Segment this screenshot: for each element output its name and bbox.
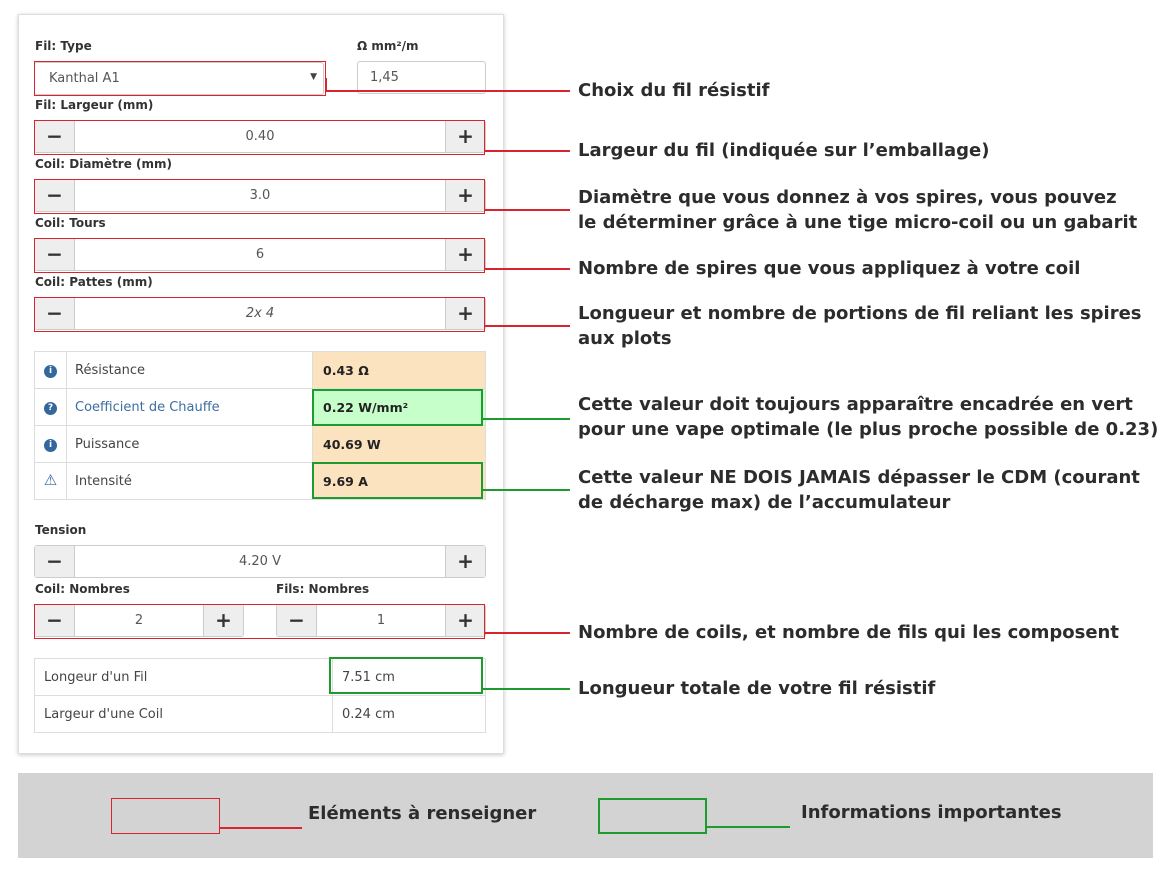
leader-line [325, 90, 570, 92]
legend-important-label: Informations importantes [801, 802, 1062, 823]
length-table [34, 658, 486, 733]
chevron-down-icon: ▼ [310, 72, 317, 82]
info-icon: i [44, 365, 57, 378]
coil-diameter-input[interactable]: 3.0 [249, 188, 271, 203]
leader-line [485, 632, 570, 634]
warning-icon: ⚠ [43, 471, 58, 489]
wire-count-decrement-button[interactable]: − [277, 605, 317, 636]
annotation-counts: Nombre de coils, et nombre de fils qui les composent [578, 622, 1119, 643]
coil-legs-increment-button[interactable]: + [445, 298, 485, 329]
wire-width-increment-button[interactable]: + [445, 121, 485, 152]
coil-legs-input[interactable]: 2x 4 [245, 306, 275, 321]
table-row [35, 696, 486, 733]
leader-line [485, 209, 570, 211]
leader-line [485, 268, 570, 270]
voltage-stepper [34, 545, 486, 578]
coil-legs-label: Coil: Pattes (mm) [35, 275, 153, 289]
wire-type-value: Kanthal A1 [49, 71, 120, 86]
annotation-diameter-line1: Diamètre que vous donnez à vos spires, vous pouvez [578, 187, 1117, 208]
coil-turns-increment-button[interactable]: + [445, 239, 485, 270]
coil-turns-label: Coil: Tours [35, 216, 106, 230]
annotation-wire-width: Largeur du fil (indiquée sur l’emballage) [578, 140, 990, 161]
annotation-current-line1: Cette valeur NE DOIS JAMAIS dépasser le CDM (courant [578, 467, 1140, 488]
annotation-turns: Nombre de spires que vous appliquez à votre coil [578, 258, 1081, 279]
annotation-legs-line2: aux plots [578, 328, 672, 349]
coil-count-stepper [34, 604, 244, 637]
annotation-heat-line1: Cette valeur doit toujours apparaître encadrée en vert [578, 394, 1133, 415]
resistivity-label: Ω mm²/m [357, 39, 419, 53]
coil-count-decrement-button[interactable]: − [35, 605, 75, 636]
annotation-wire-choice: Choix du fil résistif [578, 80, 770, 101]
result-row-resistance [35, 352, 486, 389]
result-value: 0.22 W/mm² [313, 389, 486, 426]
coil-diameter-label: Coil: Diamètre (mm) [35, 157, 173, 171]
wire-count-increment-button[interactable]: + [445, 605, 485, 636]
coil-width-name: Largeur d'une Coil [35, 696, 333, 733]
voltage-input[interactable]: 4.20 V [239, 554, 281, 569]
leader-line [485, 325, 570, 327]
wire-count-label: Fils: Nombres [276, 582, 370, 596]
table-row [35, 659, 486, 696]
wire-type-select[interactable] [34, 62, 324, 95]
voltage-increment-button[interactable]: + [445, 546, 485, 577]
wire-width-input[interactable]: 0.40 [245, 129, 275, 144]
coil-count-label: Coil: Nombres [35, 582, 130, 596]
wire-count-stepper [276, 604, 486, 637]
voltage-decrement-button[interactable]: − [35, 546, 75, 577]
wire-length-name: Longeur d'un Fil [35, 659, 333, 696]
coil-turns-input[interactable]: 6 [255, 247, 265, 262]
coil-legs-decrement-button[interactable]: − [35, 298, 75, 329]
legend-inputs-label: Eléments à renseigner [308, 803, 537, 824]
leader-line [483, 688, 570, 690]
leader-line [483, 418, 570, 420]
annotation-current-line2: de décharge max) de l’accumulateur [578, 492, 951, 513]
leader-line [707, 826, 790, 828]
help-icon: ? [44, 402, 57, 415]
result-row-heat-coefficient [35, 389, 486, 426]
result-value: 40.69 W [313, 426, 486, 463]
coil-turns-stepper [34, 238, 486, 271]
coil-diameter-increment-button[interactable]: + [445, 180, 485, 211]
wire-type-label: Fil: Type [35, 39, 92, 53]
wire-length-value: 7.51 cm [333, 659, 486, 696]
coil-legs-stepper [34, 297, 486, 330]
wire-width-decrement-button[interactable]: − [35, 121, 75, 152]
result-row-power [35, 426, 486, 463]
result-value: 0.43 Ω [313, 352, 486, 389]
coil-count-input[interactable]: 2 [134, 613, 144, 628]
coil-diameter-stepper [34, 179, 486, 212]
resistivity-input[interactable]: 1,45 [357, 61, 486, 94]
annotation-heat-line2: pour une vape optimale (le plus proche possible de 0.23) [578, 419, 1159, 440]
coil-diameter-decrement-button[interactable]: − [35, 180, 75, 211]
annotation-diameter-line2: le déterminer grâce à une tige micro-coil ou un gabarit [578, 212, 1138, 233]
wire-width-stepper [34, 120, 486, 153]
coil-turns-decrement-button[interactable]: − [35, 239, 75, 270]
result-row-current [35, 463, 486, 500]
wire-width-label: Fil: Largeur (mm) [35, 98, 154, 112]
leader-line [483, 489, 570, 491]
wire-count-input[interactable]: 1 [376, 613, 386, 628]
annotation-legs-line1: Longueur et nombre de portions de fil reliant les spires [578, 303, 1142, 324]
result-name: Résistance [67, 352, 313, 389]
result-value: 9.69 A [313, 463, 486, 500]
result-name: Puissance [67, 426, 313, 463]
voltage-label: Tension [35, 523, 87, 537]
info-icon: i [44, 439, 57, 452]
result-name: Intensité [67, 463, 313, 500]
leader-line [220, 827, 302, 829]
coil-count-increment-button[interactable]: + [203, 605, 243, 636]
results-table [34, 351, 486, 500]
annotation-length: Longueur totale de votre fil résistif [578, 678, 936, 699]
heat-coefficient-link[interactable]: Coefficient de Chauffe [67, 389, 313, 426]
leader-line [485, 150, 570, 152]
coil-width-value: 0.24 cm [333, 696, 486, 733]
